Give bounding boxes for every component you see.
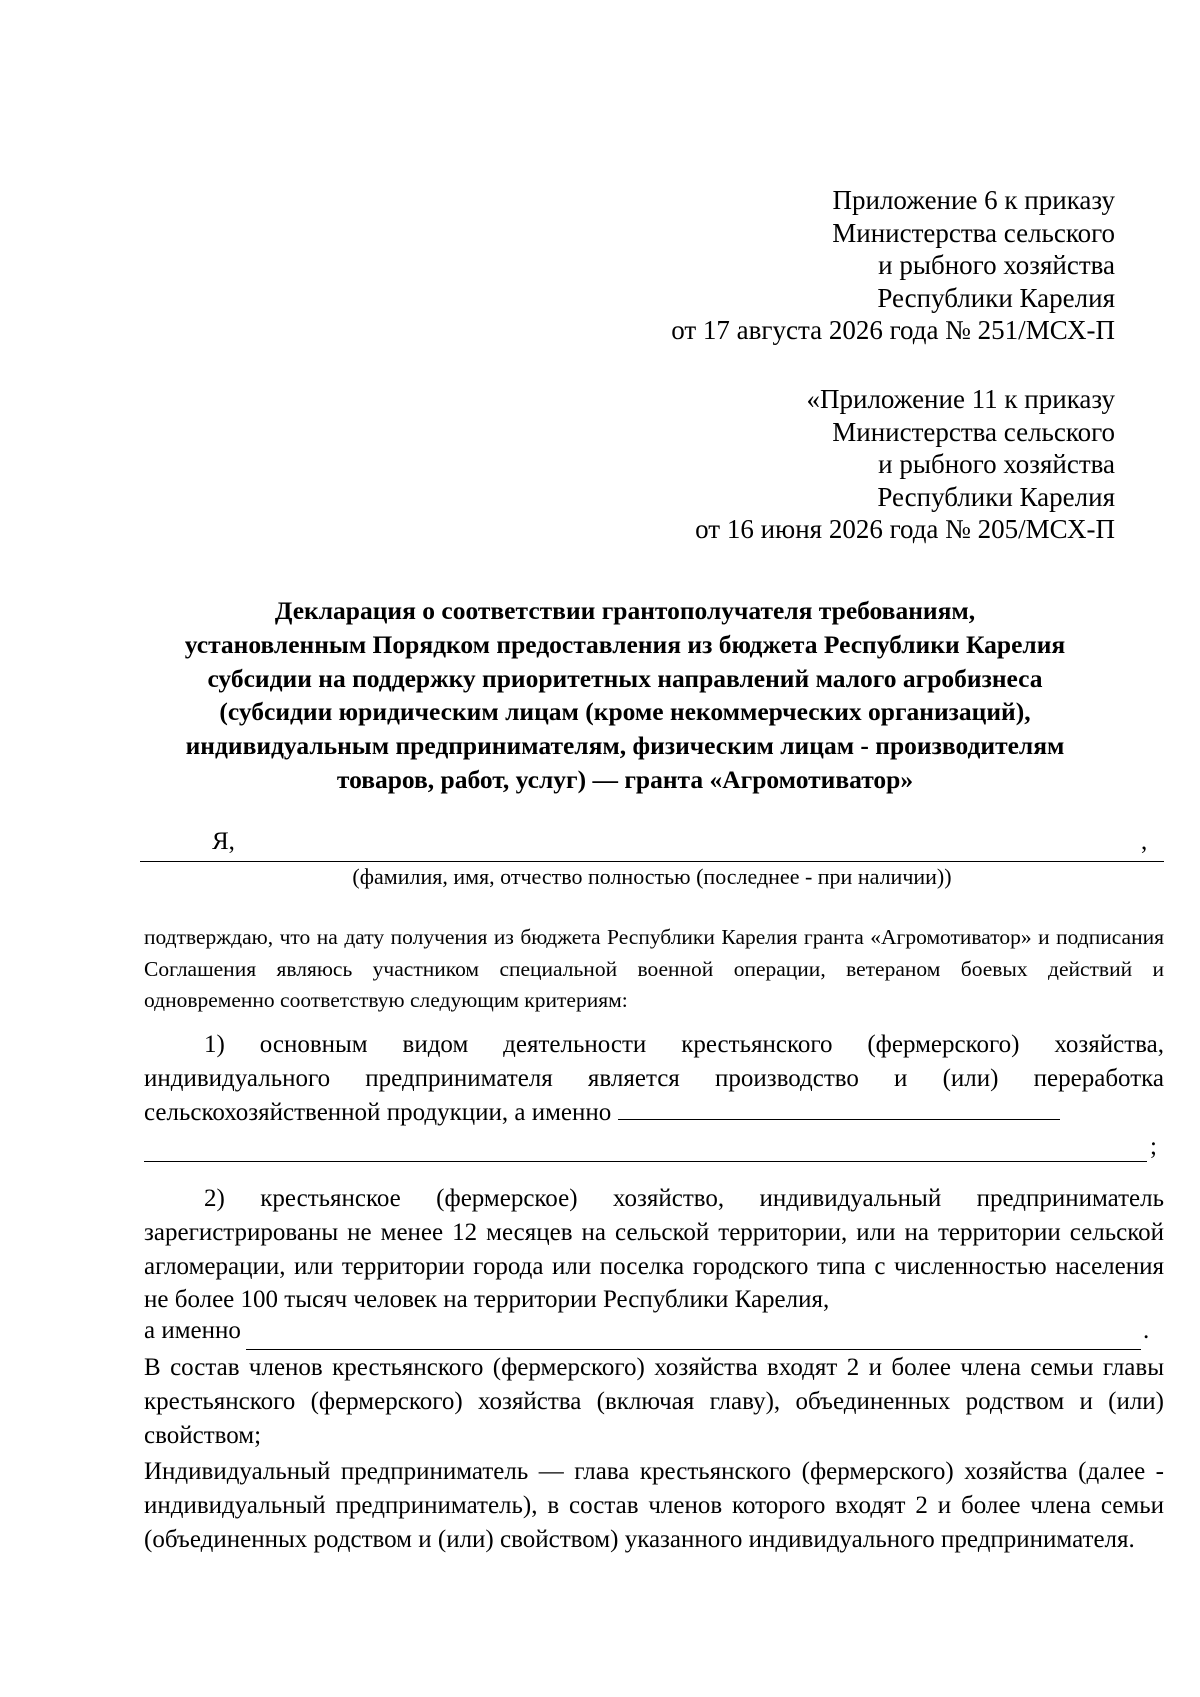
annex-line: от 17 августа 2026 года № 251/МСХ-П: [671, 315, 1115, 345]
activity-field-continuation[interactable]: [144, 1161, 1147, 1162]
criterion-1-text: 1) основным видом деятельности крестьянского (фермерского) хозяйства, индивидуального предпринимателя является производство и (или) переработка сельскохозяйственной продукции, а именно: [144, 1031, 1164, 1126]
declarant-name-caption: (фамилия, имя, отчество полностью (последнее - при наличии)): [352, 864, 952, 889]
criterion-2-text: 2) крестьянское (фермерское) хозяйство, индивидуальный предприниматель зарегистрированы не менее 12 месяцев на сельской территории, или на территории сельской агломерации, или территории города или поселка городского типа с численностью населения не более 100 тысяч человек на территории Республики Карелия,: [144, 1185, 1164, 1314]
annex-line: Министерства сельского: [832, 217, 1115, 248]
title-line: Декларация о соответствии грантополучателя требованиям,: [274, 596, 976, 625]
annex-line: и рыбного хозяйства: [878, 250, 1115, 280]
annex-line: Приложение 6 к приказу: [832, 185, 1115, 215]
annex-line: и рыбного хозяйства: [878, 449, 1115, 479]
intro-paragraph: подтверждаю, что на дату получения из бюджета Республики Карелия гранта «Агромотиватор» и подписания Соглашения являюсь участником специальной военной операции, ветераном боевых действий и одновременно соответствую следующим критериям:: [144, 925, 1164, 1012]
annex-line: «Приложение 11 к приказу: [806, 384, 1115, 414]
annex-header-previous: [695, 383, 1115, 546]
criterion-1-end: ;: [1150, 1133, 1157, 1160]
criterion-1: [144, 1028, 1164, 1129]
annex-line: Республики Карелия: [877, 282, 1115, 313]
declarant-suffix: ,: [1141, 828, 1148, 855]
declarant-name-field[interactable]: [140, 861, 1164, 862]
criterion-2-tail-label: а именно: [144, 1317, 241, 1344]
annex-line: Министерства сельского: [832, 416, 1115, 447]
activity-field[interactable]: [618, 1097, 1060, 1120]
territory-field[interactable]: [246, 1349, 1141, 1350]
annex-line: Республики Карелия: [877, 481, 1115, 512]
title-line: установленным Порядком предоставления из бюджета Республики Карелия: [184, 629, 1066, 659]
criterion-2: [144, 1182, 1164, 1317]
members-paragraph: В состав членов крестьянского (фермерского) хозяйства входят 2 и более члена семьи главы крестьянского (фермерского) хозяйства (включая главу), объединенных родством и (или) свойством;: [144, 1354, 1164, 1449]
annex-header-current: [671, 184, 1115, 347]
criterion-2-end: .: [1143, 1317, 1150, 1344]
declarant-name-row: [140, 828, 1164, 862]
title-line: индивидуальным предпринимателям, физическим лицам - производителям: [185, 731, 1065, 761]
title-line: товаров, работ, услуг) — гранта «Агромотиватор»: [336, 764, 914, 794]
document-title: [140, 594, 1110, 797]
annex-line: от 16 июня 2026 года № 205/МСХ-П: [695, 514, 1115, 544]
ip-paragraph: Индивидуальный предприниматель — глава крестьянского (фермерского) хозяйства (далее - индивидуальный предприниматель), в состав членов которого входят 2 и более члена семьи (объединенных родством и (или) свойством) указанного индивидуального предпринимателя.: [144, 1458, 1164, 1553]
criterion-2-tail: [144, 1317, 241, 1345]
title-line: субсидии на поддержку приоритетных направлений малого агробизнеса: [207, 663, 1043, 693]
declarant-prefix: Я,: [212, 828, 235, 855]
title-line: (субсидии юридическим лицам (кроме некоммерческих организаций),: [219, 697, 1031, 727]
